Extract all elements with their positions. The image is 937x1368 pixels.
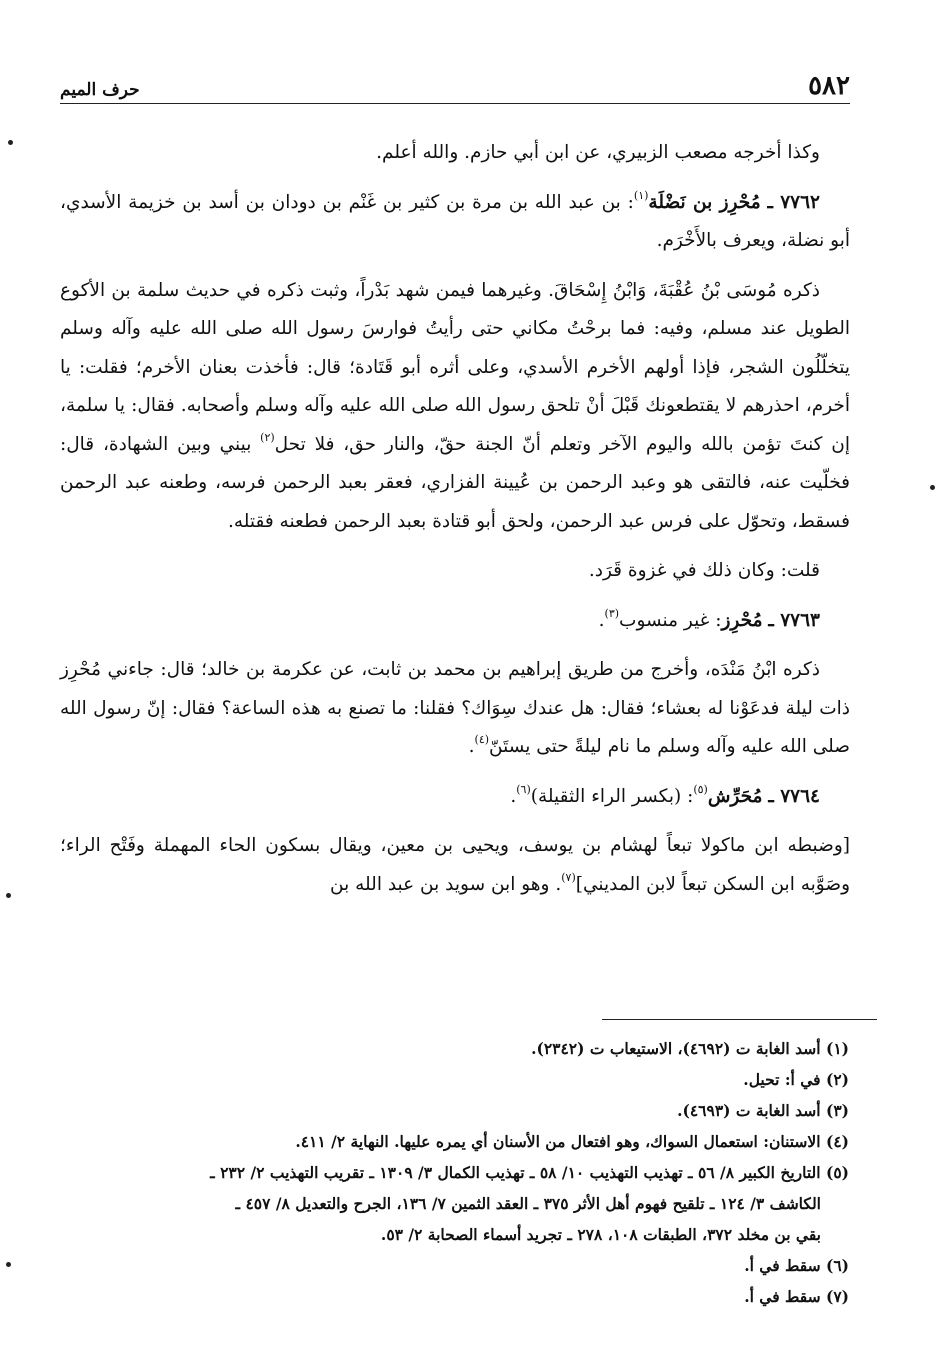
entry-number: ٧٧٦٣ ـ [768, 609, 820, 631]
paragraph-ibn-mandah: ذكره ابْنُ مَنْدَه، وأخرج من طريق إبراهيم بن محمد بن ثابت، عن عكرمة بن خالد؛ قال: جاءني مُحْرِز ذات ليلة فدعَوْنا له بعشاء؛ فقال: هل عندك سِوَاك؟ فقلنا: ما تصنع به هذه الساعة؟ فقال: إنّ رسول الله صلى الله عليه وآله وسلم ما نام ليلةً حتى يستَنّ$^{(٤)}$. [60, 659, 850, 757]
entry-7763: ٧٧٦٣ ـ مُحْرِز: غير منسوب$^{(٣)}$. [598, 606, 820, 631]
paragraph-qultu: قلت: وكان ذلك في غزوة قَرَد. [588, 560, 820, 581]
footnote-ref: (٥) [693, 782, 708, 796]
scan-speck [6, 893, 11, 898]
footnote-4: (٤) الاستنان: استعمال السواك، وهو افتعال من الأسنان أي يمره عليها. النهاية ٢/ ٤١١. [295, 1132, 849, 1151]
entry-number: ٧٧٦٢ ـ [767, 191, 820, 213]
footnote-separator [602, 1019, 877, 1020]
footnote-5: (٥) التاريخ الكبير ٨/ ٥٦ ـ تهذيب التهذيب ١٠/ ٥٨ ـ تهذيب الكمال ٣/ ١٣٠٩ ـ تقريب التهذيب ٢/ ٢٣٢ ـ الكاشف ٣/ ١٢٤ ـ تلقيح فهوم أهل الأثر ٣٧٥ ـ العقد الثمين ٧/ ١٣٦، الجرح والتعديل ٨/ ٤٥٧ ـ بقي بن مخلد ٣٧٢، الطبقات ١٠٨، ٢٧٨ ـ تجريد أسماء الصحابة ٢/ ٥٣. [210, 1163, 849, 1244]
footnote-ref: (٦) [516, 782, 531, 796]
paragraph-dabatahu: [وضبطه ابن ماكولا تبعاً لهشام بن يوسف، ويحيى بن معين، ويقال بسكون الحاء المهملة وفَتْح الراء؛ وصَوَّبه ابن السكن تبعاً لابن المديني]$^{(٧)}$. وهو ابن سويد بن عبد الله بن [60, 835, 850, 895]
footnote-ref: (٣) [604, 606, 620, 620]
paragraph-intro: وكذا أخرجه مصعب الزبيري، عن ابن أبي حازم. والله أعلم. [376, 142, 820, 163]
entry-text: : (بكسر الراء الثقيلة) [530, 785, 694, 807]
page-header [60, 60, 850, 104]
entry-name: مُحْرِز بن نَضْلَة [648, 191, 761, 213]
running-title: حرف الميم [60, 82, 150, 99]
page [60, 60, 850, 915]
footnote-ref: (٧) [561, 870, 576, 884]
footnote-ref: (١) [633, 188, 649, 202]
footnote-ref: (٢) [260, 430, 275, 444]
footnote-6: (٦) سقط في أ. [744, 1256, 849, 1275]
entry-number: ٧٧٦٤ ـ [768, 785, 820, 807]
footnote-ref: (٤) [474, 733, 490, 746]
footnote-3: (٣) أسد الغابة ت (٤٦٩٣). [677, 1101, 849, 1120]
entry-name: مُحْرِز [721, 609, 763, 631]
entry-text: : غير منسوب [619, 609, 722, 631]
paragraph-dhakarahu: ذكره مُوسَى بْنُ عُقْبَةَ، وَابْنُ إِسْحَاقَ. وغيرهما فيمن شهد بَدْراً، وثبت ذكره في حديث سلمة بن الأكوع الطويل عند مسلم، وفيه: فما برحْتُ مكاني حتى رأيتُ فوارسَ رسول الله صلى الله عليه وآله وسلم يتخلّلُون الشجر، فإذا أولهم الأخرم الأسدي، وعلى أثره أبو قَتَادة؛ قال: فأخذت بعنان الأخرم؛ فقلت: يا أخرم، احذرهم لا يقتطعونك قَبْلَ أنْ تلحق رسول الله صلى الله عليه وآله وسلم وأصحابه. فقال: يا سلمة، إن كنتَ تؤمن بالله واليوم الآخر وتعلم أنّ الجنة حقّ، والنار حق، فلا تحل$^{(٢)}$ بيني وبين الشهادة، قال: فخلّيت عنه، فالتقى هو وعبد الرحمن بن عُيينة الفزاري، فعقر بعبد الرحمن فرسه، وطعنه عبد الرحمن فسقط، وتحوّل على فرس عبد الرحمن، ولحق أبو قتادة بعبد الرحمن فطعنه فقتله. [60, 279, 850, 532]
entry-text: : بن عبد الله بن مرة بن كثير بن غَنْم بن دودان بن أسد بن خزيمة الأسدي، أبو نضلة، ويعرف بالأَخْرَم. [60, 191, 850, 251]
entry-7764: ٧٧٦٤ ـ مُحَرِّش$^{(٥)}$: (بكسر الراء الثقيلة)$^{(٦)}$. [510, 782, 820, 807]
footnote-1: (١) أسد الغابة ت (٤٦٩٢)، الاستيعاب ت (٢٣٤٢). [531, 1039, 849, 1058]
entry-name: مُحَرِّش [707, 785, 763, 807]
footnotes [89, 1033, 849, 1312]
footnote-2: (٢) في أ: تحيل. [743, 1070, 849, 1089]
footnote-7: (٧) سقط في أ. [744, 1287, 849, 1306]
scan-speck [930, 485, 935, 490]
scan-speck [6, 1262, 11, 1267]
entry-7762 [60, 184, 850, 261]
page-number: ٥٨٢ [798, 73, 850, 99]
main-text [60, 134, 850, 904]
scan-speck [8, 140, 13, 145]
